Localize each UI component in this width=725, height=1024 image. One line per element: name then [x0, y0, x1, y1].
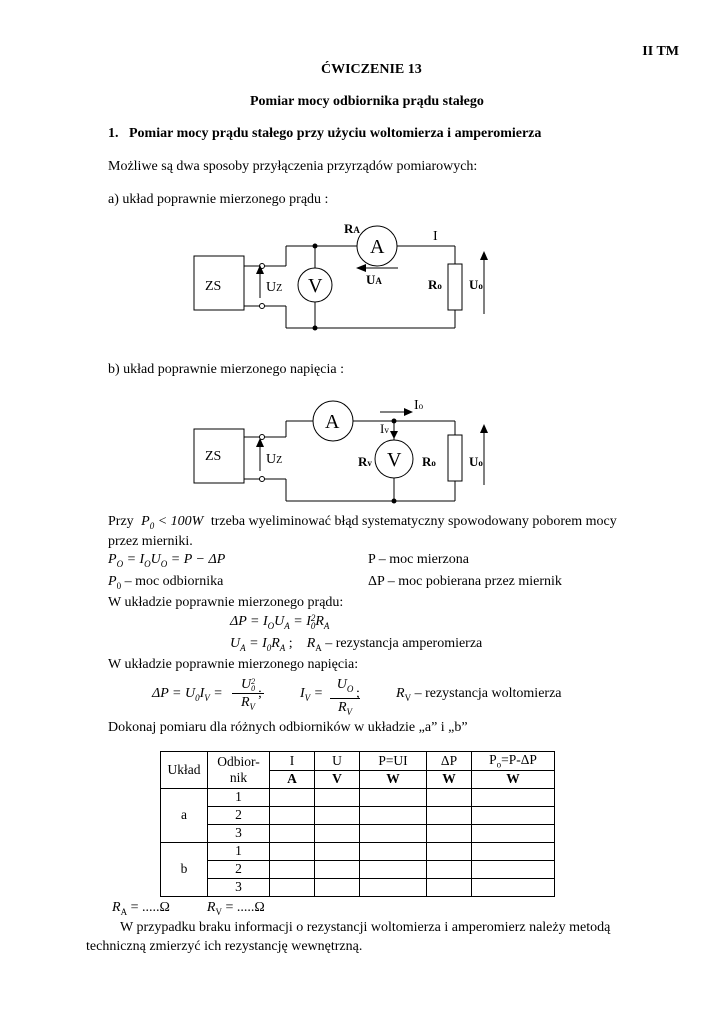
unit-i: A: [270, 770, 315, 788]
load-resistor: [448, 435, 462, 481]
cell-input[interactable]: [360, 788, 427, 806]
equation-dp-a: $\Delta P = I_OU_A = I2$ $0R_A$: [230, 613, 330, 632]
header-u: U: [315, 752, 360, 771]
course-label: II TM: [642, 44, 679, 59]
item-b-label: b) układ poprawnie mierzonego napięcia :: [108, 362, 344, 377]
iv-label: Iv: [380, 421, 389, 436]
measurement-table: [160, 751, 555, 897]
circuit-a-diagram: [180, 218, 500, 338]
uz-label: UZ: [266, 452, 283, 467]
cell-input[interactable]: [472, 860, 555, 878]
dp-definition: ΔP – moc pobierana przez miernik: [368, 574, 562, 589]
cell-input[interactable]: [427, 860, 472, 878]
ro-label: Ro: [422, 454, 436, 469]
cell-input[interactable]: [360, 878, 427, 896]
table-row: [161, 860, 555, 878]
p-definition: P – moc mierzona: [368, 552, 469, 567]
page-title: Pomiar mocy odbiornika prądu stałego: [250, 94, 484, 109]
section-number: 1.: [108, 126, 119, 141]
p0-definition: $P_0$ – moc odbiornika: [108, 574, 224, 591]
cell-input[interactable]: [315, 788, 360, 806]
header-odbiornik: Odbior- nik: [208, 752, 270, 789]
voltmeter-symbol: V: [308, 275, 323, 297]
source-label: ZS: [205, 279, 222, 294]
section-title: Pomiar mocy prądu stałego przy użyciu woltomierza i amperomierza: [129, 126, 542, 141]
header-po: $P_o=P-\Delta P$: [472, 752, 555, 771]
cell-input[interactable]: [315, 824, 360, 842]
table-row: [161, 824, 555, 842]
uo-label: Uo: [469, 454, 483, 469]
cell-input[interactable]: [315, 878, 360, 896]
cell-input[interactable]: [472, 878, 555, 896]
cell-input[interactable]: [315, 842, 360, 860]
circuit-b-diagram: [180, 395, 500, 515]
unit-u: V: [315, 770, 360, 788]
cell-input[interactable]: [427, 878, 472, 896]
cell-input[interactable]: [270, 860, 315, 878]
table-row: [161, 788, 555, 806]
table-row: [161, 878, 555, 896]
section-b-heading: W układzie poprawnie mierzonego napięcia:: [108, 657, 359, 672]
cell-input[interactable]: [270, 842, 315, 860]
load-resistor: [448, 264, 462, 310]
cell-input[interactable]: [427, 806, 472, 824]
section-a-heading: W układzie poprawnie mierzonego prądu:: [108, 595, 344, 610]
header-dp: ΔP: [427, 752, 472, 771]
cell-input[interactable]: [427, 842, 472, 860]
przez-line: przez mierniki.: [108, 534, 193, 549]
note-line-1: W przypadku braku informacji o rezystancji woltomierza i amperomierz należy metodą: [120, 920, 611, 935]
cell-input[interactable]: [472, 806, 555, 824]
cell-input[interactable]: [427, 824, 472, 842]
section-heading: [108, 126, 541, 142]
resistance-values: $R_A = .....\Omega$ $R_V = .....\Omega$: [112, 900, 265, 917]
cell-input[interactable]: [427, 788, 472, 806]
fraction-uo-rv: $U_O$ $R_V$: [330, 676, 360, 721]
unit-dp: W: [427, 770, 472, 788]
ammeter-symbol: A: [325, 411, 340, 433]
header-p: P=UI: [360, 752, 427, 771]
rv-label: Rv: [358, 454, 372, 469]
cell-input[interactable]: [360, 860, 427, 878]
source-label: ZS: [205, 449, 222, 464]
current-label: I: [433, 229, 438, 244]
cell-input[interactable]: [472, 824, 555, 842]
row-number: 1: [208, 788, 270, 806]
header-i: I: [270, 752, 315, 771]
uz-label: UZ: [266, 280, 283, 295]
row-number: 3: [208, 878, 270, 896]
equation-ua: $U_A = I_0R_A$ ; $R_A$ – rezystancja amperomierza: [230, 636, 483, 653]
cell-input[interactable]: [270, 806, 315, 824]
cell-input[interactable]: [270, 788, 315, 806]
ua-label: UA: [366, 272, 382, 287]
cell-input[interactable]: [472, 788, 555, 806]
cell-input[interactable]: [315, 806, 360, 824]
row-number: 2: [208, 860, 270, 878]
cell-input[interactable]: [315, 860, 360, 878]
unit-po: W: [472, 770, 555, 788]
cell-input[interactable]: [270, 878, 315, 896]
intro-text: Możliwe są dwa sposoby przyłączenia przyrządów pomiarowych:: [108, 159, 478, 174]
cell-input[interactable]: [270, 824, 315, 842]
row-number: 1: [208, 842, 270, 860]
group-b-label: b: [161, 842, 208, 896]
io-label: Io: [414, 398, 424, 413]
row-number: 3: [208, 824, 270, 842]
ammeter-symbol: A: [370, 236, 385, 258]
equation-po: $P_O = I_OU_O = P - \Delta P$: [108, 552, 226, 569]
exercise-title: ĆWICZENIE 13: [321, 62, 422, 77]
cell-input[interactable]: [360, 806, 427, 824]
row-number: 2: [208, 806, 270, 824]
unit-p: W: [360, 770, 427, 788]
ra-label: RA: [344, 221, 360, 236]
table-row: [161, 842, 555, 860]
cell-input[interactable]: [360, 824, 427, 842]
voltmeter-symbol: V: [387, 449, 402, 471]
group-a-label: a: [161, 788, 208, 842]
przy-line: Przy $P_0 < 100W$ trzeba wyeliminować błąd systematyczny spowodowany poborem mocy: [108, 514, 617, 531]
instruction-line: Dokonaj pomiaru dla różnych odbiorników w układzie „a” i „b”: [108, 720, 468, 735]
uo-label: Uo: [469, 277, 483, 292]
note-line-2: techniczną zmierzyć ich rezystancję wewnętrzną.: [86, 939, 363, 954]
cell-input[interactable]: [472, 842, 555, 860]
header-uklad: Układ: [161, 752, 208, 789]
item-a-label: a) układ poprawnie mierzonego prądu :: [108, 192, 329, 207]
cell-input[interactable]: [360, 842, 427, 860]
table-row: [161, 806, 555, 824]
ro-label: Ro: [428, 277, 442, 292]
fraction-u0-rv: U2 0 $R_V$: [232, 676, 264, 716]
